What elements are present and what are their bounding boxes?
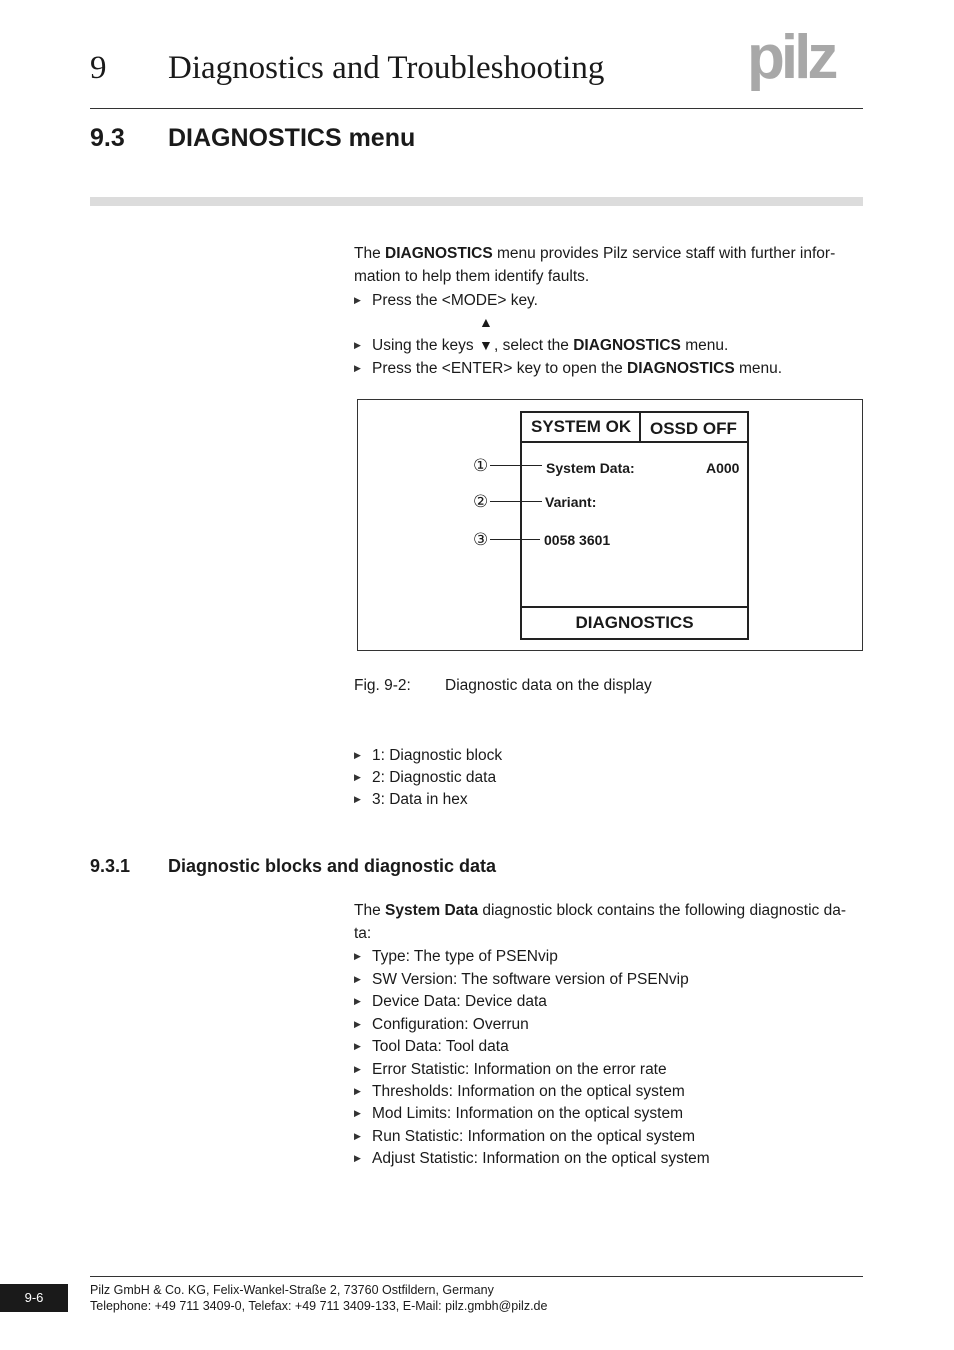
list-item-text: SW Version: The software version of PSENvip [372,971,689,988]
list-item [354,1102,683,1125]
list-item [354,1058,667,1081]
footer-address: Pilz GmbH & Co. KG, Felix-Wankel-Straße 2, 73760 Ostfildern, Germany [90,1283,494,1297]
pilz-logo [747,28,865,94]
section-divider [90,197,863,206]
triangle-right-icon: ▶ [354,1041,361,1051]
callout-2: ② [473,492,489,511]
legend-text: 3: Data in hex [372,791,468,808]
callout-1: ① [473,456,489,475]
intro-term: DIAGNOSTICS [385,245,493,262]
status-ossd-off: OSSD OFF [650,419,737,438]
list-item-text: Mod Limits: Information on the optical system [372,1105,683,1122]
subsection-paragraph [354,900,864,945]
intro-text: The [354,245,386,262]
step-text: menu. [680,337,729,354]
chapter-number: 9 [90,50,107,86]
step-item [354,314,729,357]
caption-number: Fig. 9-2: [354,677,411,694]
triangle-right-icon: ▶ [354,750,361,760]
intro-paragraph [354,243,864,288]
variant-label: Variant: [545,494,597,510]
triangle-right-icon: ▶ [354,1086,361,1096]
section-number: 9.3 [90,124,125,152]
intro-text: menu provides Pilz service staff with further infor- [492,245,836,262]
step-term: DIAGNOSTICS [573,337,681,354]
paragraph-text: The [354,902,386,919]
list-item [354,990,547,1013]
page-number: 9-6 [0,1284,68,1312]
list-item-text: Adjust Statistic: Information on the optical system [372,1150,710,1167]
status-system-ok: SYSTEM OK [531,417,632,436]
triangle-right-icon: ▶ [354,1108,361,1118]
callout-line-1 [490,465,542,466]
footer-contact: Telephone: +49 711 3409-0, Telefax: +49 711 3409-133, E-Mail: pilz.gmbh@pilz.de [90,1299,548,1313]
display-footer-divider [520,606,749,608]
footer-rule [90,1276,863,1277]
list-item [354,1035,509,1058]
triangle-right-icon: ▶ [354,1153,361,1163]
list-item [354,1013,529,1036]
system-data-label: System Data: [546,460,635,476]
triangle-right-icon: ▶ [354,1131,361,1141]
callout-line-2 [490,501,542,502]
arrow-keys [478,314,494,357]
triangle-right-icon: ▶ [354,996,361,1006]
subsection-title: Diagnostic blocks and diagnostic data [168,856,497,876]
list-item [354,1080,685,1103]
display-menu-title: DIAGNOSTICS [575,613,694,632]
hex-data-value: 0058 3601 [544,532,611,548]
step-item [354,357,782,380]
step-text: Press the <ENTER> key to open the [372,360,628,377]
paragraph-text: ta: [354,924,372,942]
paragraph-text: diagnostic block contains the following diagnostic da- [478,902,846,919]
system-data-value: A000 [706,460,740,476]
list-item-text: Configuration: Overrun [372,1016,529,1033]
triangle-right-icon: ▶ [354,772,361,782]
legend-text: 1: Diagnostic block [372,747,503,764]
list-item-text: Tool Data: Tool data [372,1038,509,1055]
triangle-right-icon: ▶ [354,794,361,804]
triangle-right-icon: ▶ [354,951,361,961]
subsection-number: 9.3.1 [90,856,131,876]
triangle-right-icon: ▶ [354,363,361,373]
triangle-right-icon: ▶ [354,1019,361,1029]
step-text: menu. [734,360,783,377]
list-item-text: Error Statistic: Information on the error rate [372,1061,667,1078]
chapter-title: Diagnostics and Troubleshooting [168,50,605,86]
list-item-text: Device Data: Device data [372,993,547,1010]
logo-text: pilz [747,28,835,92]
list-item [354,945,558,968]
step-text: Using the keys [372,337,478,354]
step-text: Press the <MODE> key. [372,292,538,309]
legend-text: 2: Diagnostic data [372,769,497,786]
triangle-right-icon: ▶ [354,974,361,984]
list-item [354,1125,695,1148]
step-item [354,289,538,312]
display-status-divider [639,411,641,443]
triangle-down-icon: ▼ [479,337,493,353]
step-text: , select the [493,337,574,354]
triangle-right-icon: ▶ [354,295,361,305]
list-item-text: Type: The type of PSENvip [372,948,558,965]
list-item-text: Thresholds: Information on the optical system [372,1083,685,1100]
legend-item [354,766,496,789]
triangle-up-icon: ▲ [479,314,493,330]
triangle-right-icon: ▶ [354,1064,361,1074]
list-item [354,1147,710,1170]
caption-text: Diagnostic data on the display [445,677,652,694]
list-item-text: Run Statistic: Information on the optical system [372,1128,696,1145]
figure-caption [354,677,652,695]
section-title: DIAGNOSTICS menu [168,124,416,152]
triangle-right-icon: ▶ [354,340,361,350]
legend-item [354,788,468,811]
callout-3: ③ [473,530,489,549]
list-item [354,968,689,991]
header-rule [90,108,863,109]
legend-item [354,744,502,767]
step-term: DIAGNOSTICS [627,360,735,377]
intro-text: mation to help them identify faults. [354,267,590,285]
callout-line-3 [490,539,540,540]
paragraph-term: System Data [385,902,479,919]
